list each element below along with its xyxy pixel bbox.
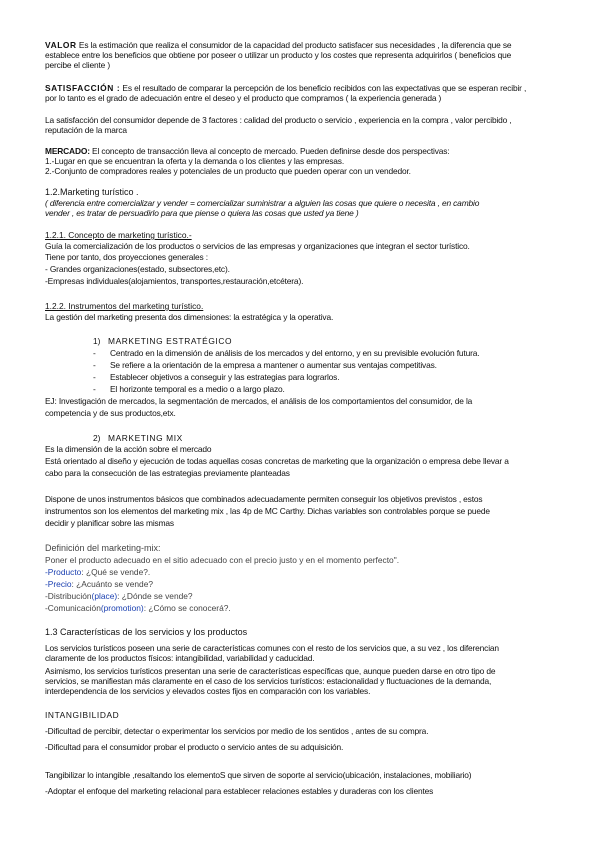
comunicacion-english: (promotion) [100, 603, 144, 613]
s13-line: servicios, se manifiestan más claramente en el caso de los servicios turísticos: estacionalidad y fluctuaciones de la demanda, [45, 676, 492, 686]
precio-label: -Precio [45, 579, 72, 589]
intangibilidad-line: -Dificultad de percibir, detectar o experimentar los servicios por medio de los sentidos , antes de su compra. [45, 726, 429, 736]
bullet-dash: - [93, 348, 96, 358]
producto-label: -Producto [45, 567, 82, 577]
s12-note-line: ( diferencia entre comercializar y vender = comercializar suministrar a alguien las cosas que quiere o necesita , en cambio [45, 198, 480, 208]
intangibilidad-heading: INTANGIBILIDAD [45, 710, 120, 720]
comunicacion-question: : ¿Cómo se conocerá?. [143, 603, 231, 613]
s13-line: interdependencia de los servicios y elevados costes fijos en comparación con los variables. [45, 686, 371, 696]
mix-number: 2) [93, 433, 101, 443]
factores-paragraph-line: La satisfacción del consumidor depende de 3 factores : calidad del producto o servicio , experiencia en la compra , valor percibido , [45, 115, 512, 125]
mix-item-distribucion [45, 591, 193, 601]
section-heading-1-2-2: 1.2.2. Instrumentos del marketing turístico. [45, 301, 204, 311]
s13-line: claramente de los productos físicos: intangibilidad, variabilidad y caducidad. [45, 653, 315, 663]
estrategico-bullet: Se refiere a la orientación de la empresa a mantener o aumentar sus ventajas competitivas. [110, 360, 437, 370]
valor-paragraph-line [45, 40, 511, 50]
mix-line: instrumentos son los elementos del marketing mix , las 4p de MC Carthy. Dichas variables son controlables porque se puede [45, 506, 490, 516]
mercado-paragraph-line [45, 146, 449, 156]
mix-heading: MARKETING MIX [108, 433, 183, 443]
s13-line: Asimismo, los servicios turísticos presentan una serie de características específicas que, aunque pueden darse en otro tipo de [45, 666, 496, 676]
definicion-heading: Definición del marketing-mix: [45, 543, 161, 553]
mercado-paragraph-line: 1.-Lugar en que se encuentran la oferta y la demanda o los clientes y las empresas. [45, 156, 345, 166]
factores-paragraph-line: reputación de la marca [45, 125, 127, 135]
distribucion-label: -Distribución [45, 591, 92, 601]
s12-note-line: vender , es tratar de persuadirlo para que piense o quiera las cosas que usted ya tiene ) [45, 208, 359, 218]
estrategico-example-line: competencia y de sus productos,etx. [45, 408, 176, 418]
s121-line: - Grandes organizaciones(estado, subsectores,etc). [45, 264, 230, 274]
definicion-line: Poner el producto adecuado en el sitio adecuado con el precio justo y en el momento perfecto". [45, 555, 400, 565]
mix-line: Dispone de unos instrumentos básicos que combinados adecuadamente permiten conseguir los objetivos previstos , estos [45, 494, 483, 504]
estrategico-example-line: EJ: Investigación de mercados, la segmentación de mercados, el análisis de los comportamientos del consumidor, de la [45, 396, 473, 406]
valor-paragraph-line: percibe el cliente ) [45, 60, 110, 70]
mix-line: Está orientado al diseño y ejecución de todas aquellas cosas concretas de marketing que la organización o empresa debe llevar a [45, 456, 509, 466]
satisfaccion-paragraph-line [45, 83, 526, 93]
bullet-dash: - [93, 372, 96, 382]
estrategico-number: 1) [93, 336, 101, 346]
intangibilidad-line: -Dificultad para el consumidor probar el producto o servicio antes de su adquisición. [45, 742, 344, 752]
mix-item-producto [45, 567, 150, 577]
estrategico-bullet: El horizonte temporal es a medio o a largo plazo. [110, 384, 285, 394]
valor-paragraph-line: establece entre los beneficios que obtiene por poseer o utilizar un producto y los costes que representa adquirirlos ( beneficios que [45, 50, 512, 60]
section-heading-1-2-1: 1.2.1. Concepto de marketing turístico.- [45, 230, 192, 240]
estrategico-bullet: Centrado en la dimensión de análisis de los mercados y del entorno, y en su previsible evolución futura. [110, 348, 480, 358]
distribucion-question: : ¿Dónde se vende? [117, 591, 193, 601]
section-heading-1-3: 1.3 Características de los servicios y los productos [45, 627, 248, 637]
mercado-label: MERCADO: [45, 146, 90, 156]
estrategico-heading: MARKETING ESTRATÉGICO [108, 336, 233, 346]
mercado-paragraph-line: 2.-Conjunto de compradores reales y potenciales de un producto que pueden operar con un vendedor. [45, 166, 411, 176]
bullet-dash: - [93, 384, 96, 394]
precio-question: : ¿Acuánto se vende? [71, 579, 154, 589]
bullet-dash: - [93, 360, 96, 370]
s121-line: Tiene por tanto, dos proyecciones generales : [45, 252, 208, 262]
mix-line: decidir y planificar sobre las mismas [45, 518, 174, 528]
valor-label: VALOR [45, 40, 77, 50]
mix-line: Es la dimensión de la acción sobre el mercado [45, 444, 212, 454]
intangibilidad-line: -Adoptar el enfoque del marketing relacional para establecer relaciones estables y duraderas con los clientes [45, 786, 434, 796]
distribucion-english: (place) [91, 591, 118, 601]
satisfaccion-text: Es el resultado de comparar la percepción de los beneficio recibidos con las expectativas que se esperan recibir , [120, 83, 527, 93]
mix-item-comunicacion [45, 603, 231, 613]
estrategico-bullet: Establecer objetivos a conseguir y las estrategias para lograrlos. [110, 372, 340, 382]
valor-text: Es la estimación que realiza el consumidor de la capacidad del producto satisfacer sus necesidades , la diferencia que se [76, 40, 512, 50]
producto-question: : ¿Qué se vende?. [81, 567, 151, 577]
satisfaccion-label: SATISFACCIÓN : [45, 83, 121, 93]
mix-item-precio [45, 579, 153, 589]
mix-line: cabo para la consecución de las estrategias previamente planteadas [45, 468, 290, 478]
satisfaccion-paragraph-line: por lo tanto es el grado de adecuación entre el deseo y el producto que compramos ( la experiencia generada ) [45, 93, 442, 103]
s121-line: Guía la comercialización de los productos o servicios de las empresas y organizaciones que integran el sector turístico. [45, 241, 470, 251]
intangibilidad-line: Tangibilizar lo intangible ,resaltando los elementoS que sirven de soporte al servicio(ubicación, instalaciones, mobiliario) [45, 770, 472, 780]
section-heading-1-2: 1.2.Marketing turístico . [45, 187, 139, 197]
comunicacion-label: -Comunicación [45, 603, 101, 613]
s122-line: La gestión del marketing presenta dos dimensiones: la estratégica y la operativa. [45, 312, 334, 322]
mercado-text: El concepto de transacción lleva al concepto de mercado. Pueden definirse desde dos perspectivas: [89, 146, 450, 156]
s121-line: -Empresas individuales(alojamientos, transportes,restauración,etcétera). [45, 276, 304, 286]
s13-line: Los servicios turísticos poseen una serie de características comunes con el resto de los servicios que, a su vez , los diferencian [45, 643, 499, 653]
